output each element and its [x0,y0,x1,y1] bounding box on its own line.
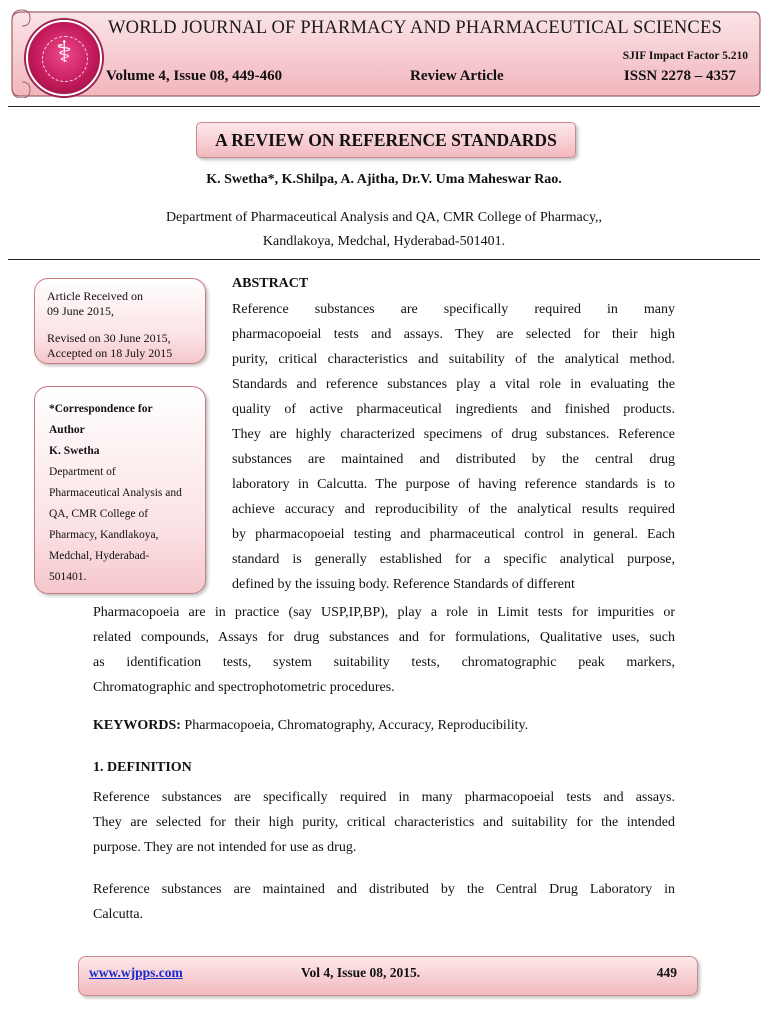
section-divider [8,259,760,260]
footer-volume: Vol 4, Issue 08, 2015. [301,965,421,980]
correspondence-line: 501401. [49,571,87,583]
journal-title: WORLD JOURNAL OF PHARMACY AND PHARMACEUTICAL SCIENCES [108,18,722,38]
keywords-text: Pharmacopoeia, Chromatography, Accuracy, Reproducibility. [180,718,529,733]
abstract-line: purity, critical characteristics and suitability of the analytical method. [232,352,675,367]
received-date: 09 June 2015, [47,304,114,318]
abstract-line: standard is generally established for a specific analytical purpose, [232,552,675,567]
abstract-line: quality of active pharmaceutical ingredients and finished products. [232,402,675,417]
page-footer [78,956,698,996]
revised-date: Revised on 30 June 2015, [47,331,171,345]
abstract-line: as identification tests, system suitability tests, chromatographic peak markers, [93,655,675,670]
paragraph-line: Calcutta. [93,907,144,922]
abstract-line: laboratory in Calcutta. The purpose of having reference standards is to [232,477,675,492]
received-label: Article Received on [47,289,143,303]
journal-banner [10,6,762,98]
abstract-line: They are highly characterized specimens of drug substances. Reference [232,427,675,442]
article-type: Review Article [410,68,504,84]
correspondence-box [34,386,206,594]
correspondence-line: Medchal, Hyderabad- [49,550,150,562]
page-number: 449 [656,965,677,980]
abstract-line: Chromatographic and spectrophotometric procedures. [93,680,395,695]
author-list: K. Swetha*, K.Shilpa, A. Ajitha, Dr.V. Uma Maheswar Rao. [206,172,562,187]
correspondence-name: K. Swetha [49,445,100,457]
correspondence-line: QA, CMR College of [49,508,149,520]
correspondence-heading: *Correspondence for [49,403,153,415]
abstract-line: defined by the issuing body. Reference Standards of different [232,577,575,592]
affiliation [0,206,768,254]
affiliation-line: Kandlakoya, Medchal, Hyderabad-501401. [262,234,506,249]
journal-website-link[interactable]: www.wjpps.com [89,965,183,980]
accepted-date: Accepted on 18 July 2015 [47,346,173,360]
abstract-line: substances are maintained and distributed by the central drug [232,452,675,467]
volume-info: Volume 4, Issue 08, 449-460 [106,68,283,84]
correspondence-line: Pharmacy, Kandlakoya, [49,529,159,541]
header-divider [8,106,760,107]
abstract-line: Reference substances are specifically required in many [232,302,675,317]
article-title: A REVIEW ON REFERENCE STANDARDS [196,122,576,158]
definition-paragraph [93,877,675,927]
paragraph-line: purpose. They are not intended for use as drug. [93,840,357,855]
abstract-line: by pharmacopoeial testing and pharmaceutical control in general. Each [232,527,675,542]
affiliation-line: Department of Pharmaceutical Analysis and QA, CMR College of Pharmacy,, [165,210,603,225]
definition-paragraph [93,785,675,860]
impact-factor: SJIF Impact Factor 5.210 [622,50,748,62]
abstract-line: related compounds, Assays for drug substances and for formulations, Qualitative uses, such [93,630,675,645]
correspondence-line: Department of [49,466,116,478]
section-heading: 1. DEFINITION [93,760,192,775]
paragraph-line: Reference substances are specifically required in many pharmacopoeial tests and assays. [93,790,675,805]
paragraph-line: They are selected for their high purity, critical characteristics and suitability for the intended [93,815,675,830]
journal-seal-icon: ⚕ [26,20,102,96]
issn: ISSN 2278 – 4357 [623,68,736,84]
abstract-line: achieve accuracy and reproducibility of the analytical results required [232,502,675,517]
abstract-continued [93,600,675,700]
keywords [93,718,528,734]
abstract-line: Standards and reference substances play a vital role in evaluating the [232,377,675,392]
abstract-line: pharmacopoeial tests and assays. They are selected for their high [232,327,675,342]
article-dates-box [34,278,206,364]
abstract-heading: ABSTRACT [232,276,309,291]
abstract-line: Pharmacopoeia are in practice (say USP,IP,BP), play a role in Limit tests for impurities or [93,605,675,620]
paragraph-line: Reference substances are maintained and distributed by the Central Drug Laboratory in [93,882,675,897]
keywords-label: KEYWORDS: [93,718,181,733]
abstract-text [232,297,675,597]
correspondence-line: Pharmaceutical Analysis and [49,487,182,499]
correspondence-heading: Author [49,424,85,436]
